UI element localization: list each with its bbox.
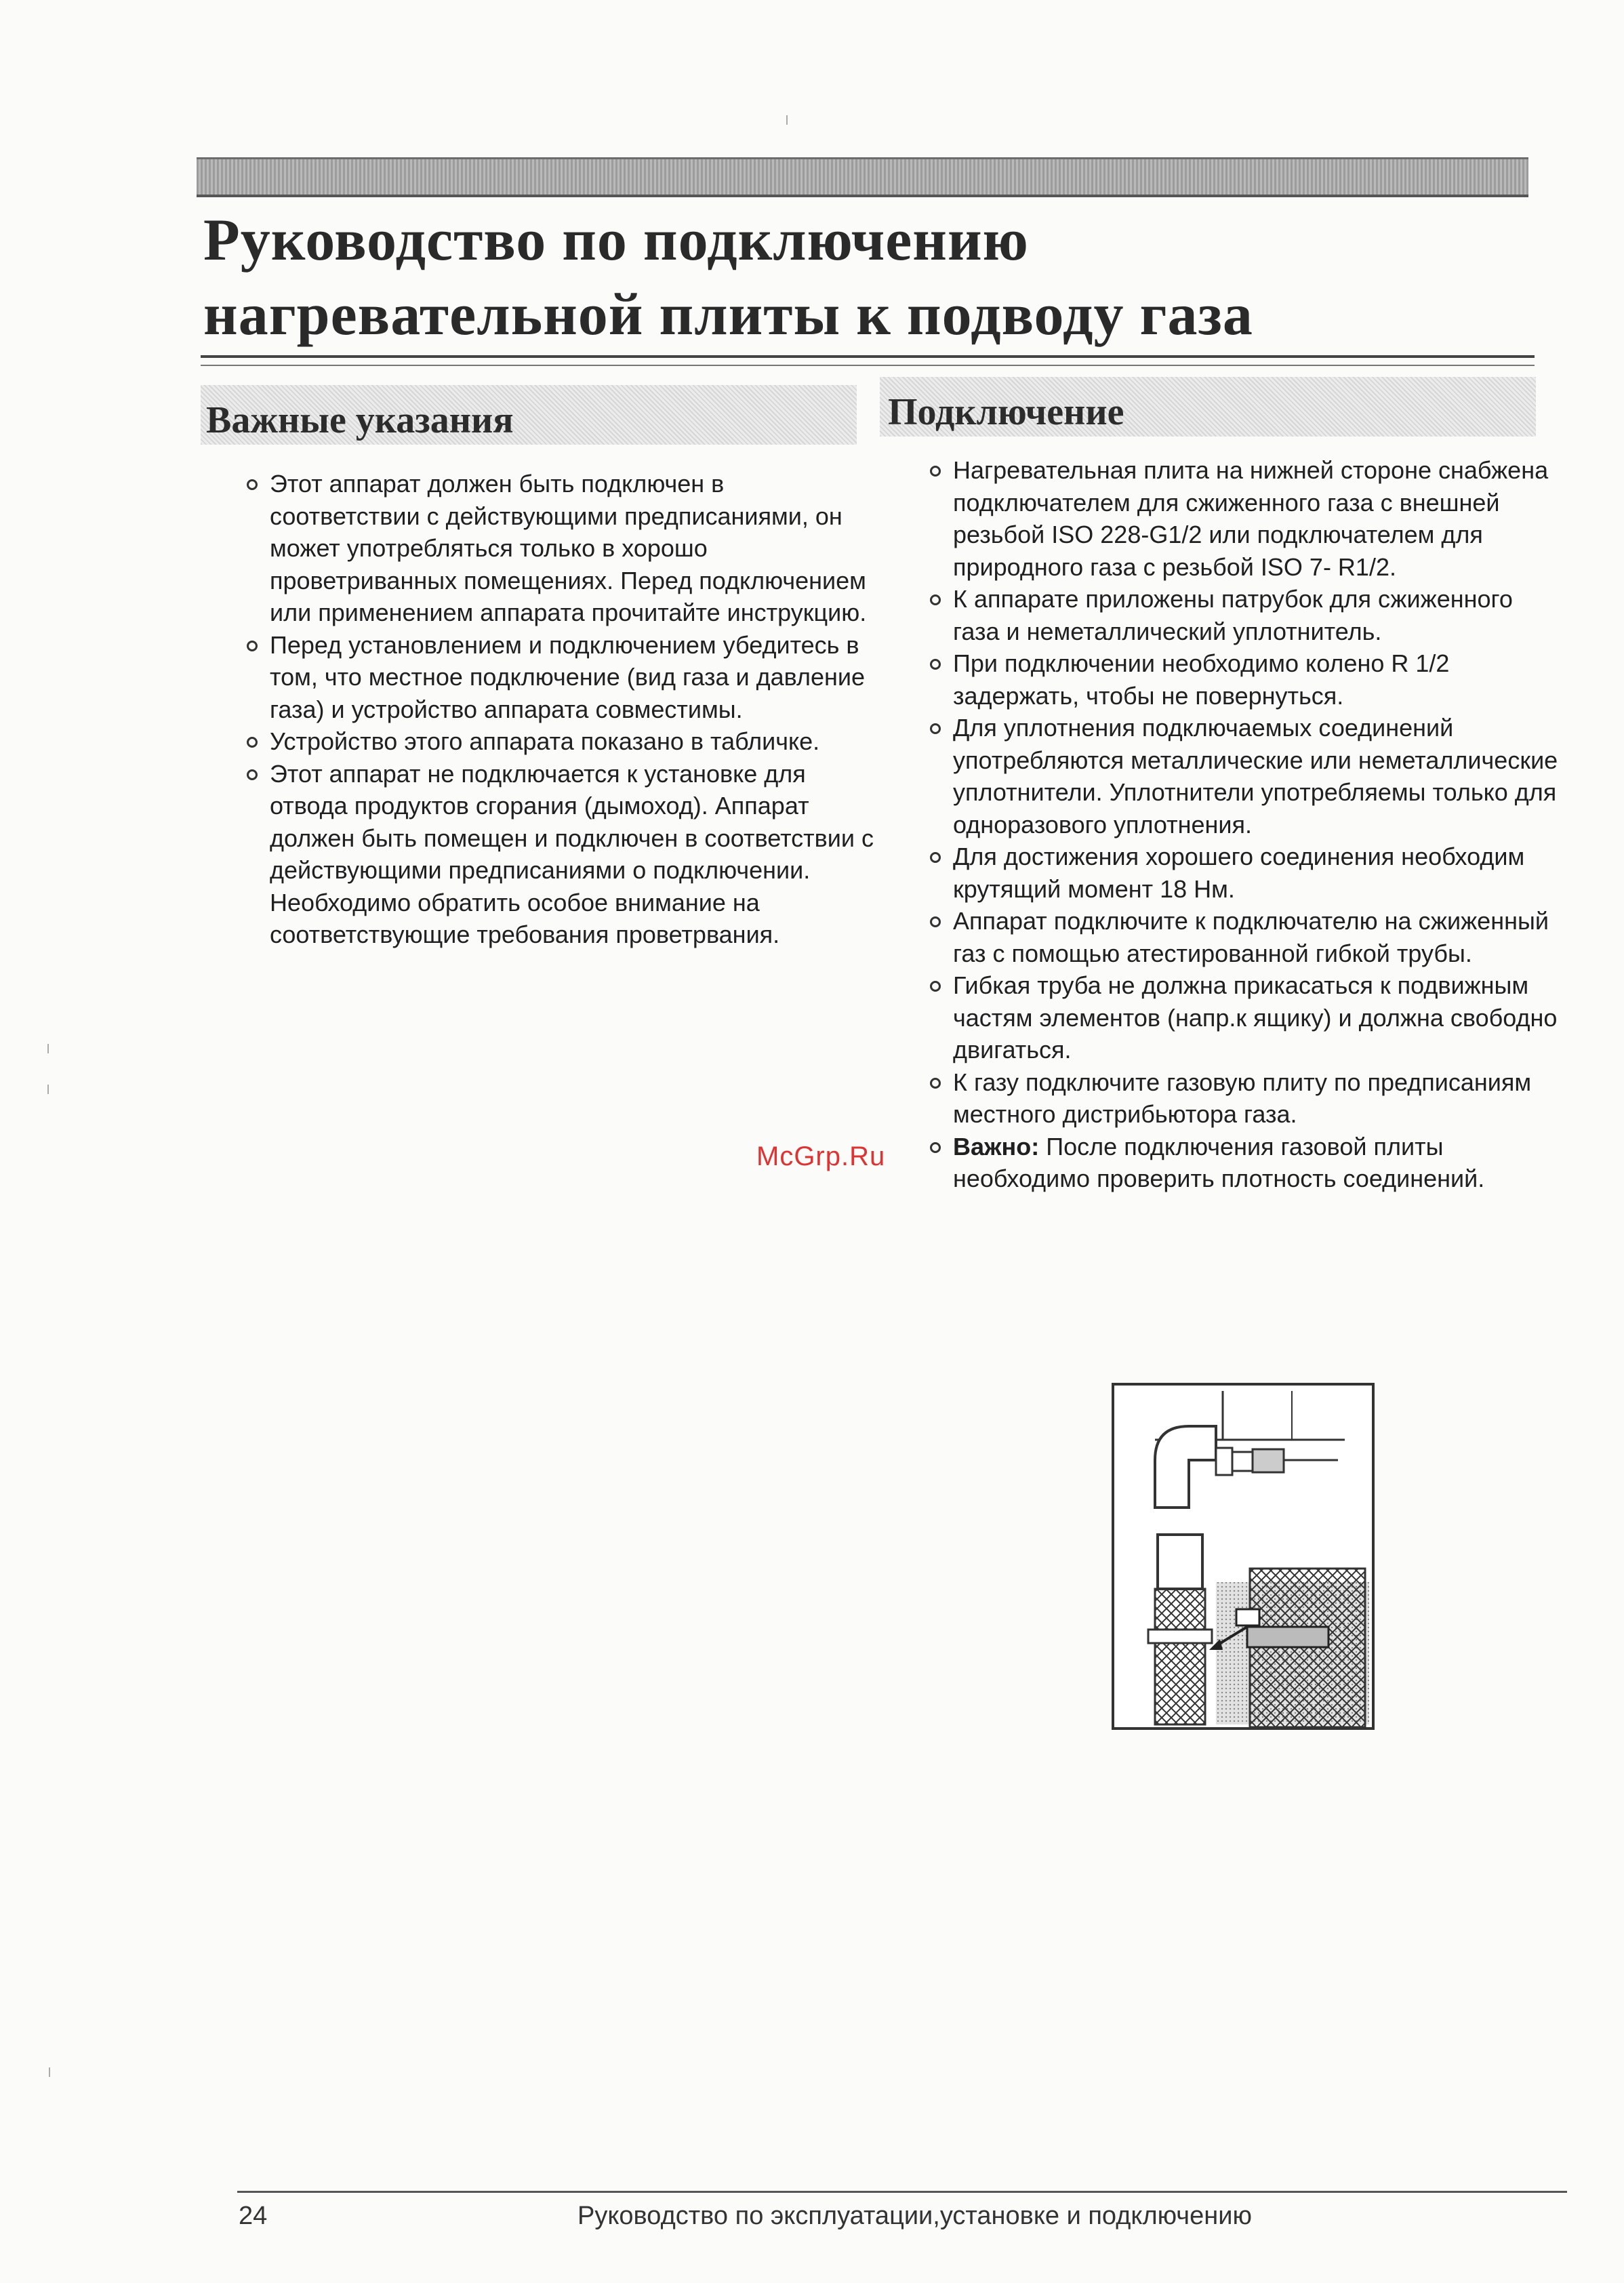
- list-item: Устройство этого аппарата показано в табличке.: [247, 725, 877, 758]
- section-heading-important-text: Важные указания: [206, 399, 514, 441]
- important-text: После подключения газовой плиты необходимо проверить плотность соединений.: [953, 1132, 1485, 1192]
- connection-steps-list: [930, 454, 1560, 1195]
- section-heading-connection-text: Подключение: [888, 391, 1124, 433]
- footer-rule: [237, 2191, 1567, 2193]
- list-item: Для достижения хорошего соединения необходим крутящий момент 18 Нм.: [930, 841, 1560, 905]
- list-item: Этот аппарат не подключается к установке для отвода продуктов сгорания (дымоход). Аппарат должен быть помещен и подключен в соответствии с действующими предписаниями о подключении. Необходимо обратить особое внимание на соответствующие требования проветрвания.: [247, 758, 877, 951]
- watermark: McGrp.Ru: [756, 1142, 886, 1171]
- scan-artifact: [47, 1085, 49, 1094]
- section-heading-connection: [880, 377, 1536, 437]
- section-heading-important: [201, 385, 857, 445]
- list-item: Перед установлением и подключением убедитесь в том, что местное подключение (вид газа и давление газа) и устройство аппарата совместимы.: [247, 629, 877, 726]
- important-label: Важно:: [953, 1132, 1040, 1160]
- scan-artifact: [786, 115, 788, 125]
- list-item: Аппарат подключите к подключателю на сжиженный газ с помощью атестированной гибкой трубы.: [930, 905, 1560, 969]
- list-item: Этот аппарат должен быть подключен в соответствии с действующими предписаниями, он может употребляться только в хорошо проветриванных помещениях. Перед подключением или применением аппарата прочитайте инструкцию.: [247, 468, 877, 629]
- header-bar: [197, 157, 1528, 197]
- list-item: При подключении необходимо колено R 1/2 задержать, чтобы не повернуться.: [930, 647, 1560, 712]
- title-underline: [201, 355, 1535, 366]
- list-item-important: [930, 1131, 1560, 1195]
- diagram-illustration: [1114, 1386, 1372, 1727]
- page-number: 24: [239, 2202, 268, 2230]
- list-item: Нагревательная плита на нижней стороне снабжена подключателем для сжиженного газа с внешней резьбой ISO 228-G1/2 или подключателем для природного газа с резьбой ISO 7- R1/2.: [930, 454, 1560, 583]
- list-item: К аппарате приложены патрубок для сжиженного газа и неметаллический уплотнитель.: [930, 583, 1560, 647]
- page-title-line-1: Руководство по подключению: [203, 207, 1029, 273]
- list-item: Для уплотнения подключаемых соединений употребляются металлические или неметаллические уплотнители. Уплотнители употребляемы только для одноразового уплотнения.: [930, 712, 1560, 841]
- scan-artifact: [47, 1044, 49, 1053]
- important-notes-list: [247, 468, 877, 951]
- list-item: К газу подключите газовую плиту по предписаниям местного дистрибьютора газа.: [930, 1066, 1560, 1131]
- gas-connection-diagram: [1112, 1383, 1375, 1730]
- page-title: [203, 203, 1525, 352]
- scan-artifact: [49, 2067, 50, 2077]
- footer-text: Руководство по эксплуатации,установке и подключению: [577, 2202, 1252, 2230]
- page-title-line-2: нагревательной плиты к подводу газа: [203, 282, 1253, 348]
- list-item: Гибкая труба не должна прикасаться к подвижным частям элементов (напр.к ящику) и должна свободно двигаться.: [930, 969, 1560, 1066]
